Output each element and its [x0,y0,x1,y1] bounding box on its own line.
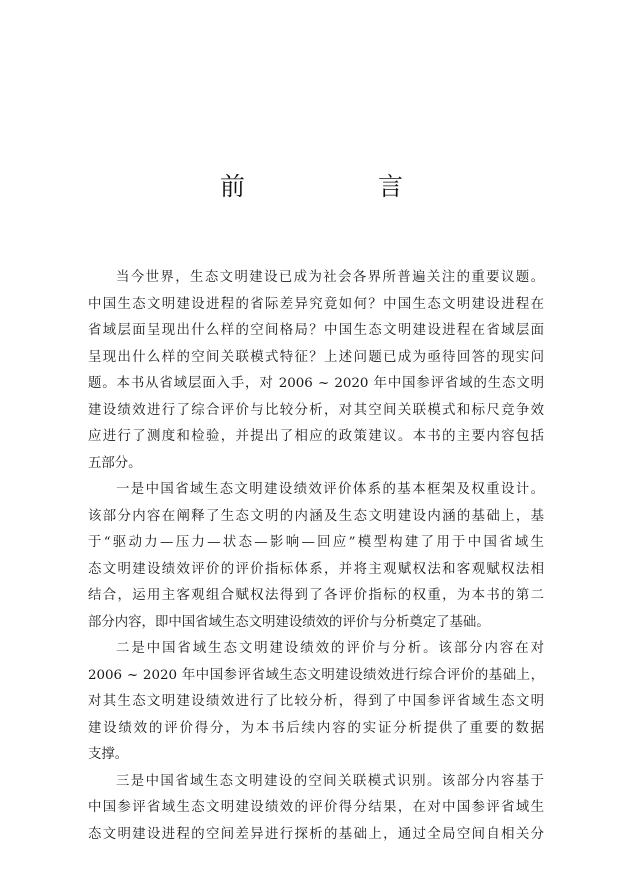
text-line: 中国生态文明建设进程的省际差异究竟如何？中国生态文明建设进程在 [88,296,544,312]
text-line: 当今世界，生态文明建设已成为社会各界所普遍关注的重要议题。 [116,270,544,285]
text-line: 于“驱动力—压力—状态—影响—回应”模型构建了用于中国省域生 [88,535,544,550]
text-line: 三是中国省域生态文明建设的空间关联模式识别。该部分内容基于 [116,773,544,789]
text-line: 建设绩效进行了综合评价与比较分析，对其空间关联模式和标尺竞争效 [88,402,544,418]
text-line: 建设绩效的评价得分，为本书后续内容的实证分析提供了重要的数据 [88,720,544,736]
text-line: 题。本书从省域层面入手，对 2006 ~ 2020 年中国参评省域的生态文明 [88,376,544,391]
text-line: 态文明建设进程的空间差异进行探析的基础上，通过全局空间自相关分 [88,826,544,842]
text-line: 结合，运用主客观组合赋权法得到了各评价指标的权重，为本书的第二 [88,588,544,603]
text-line: 一是中国省域生态文明建设绩效评价体系的基本框架及权重设计。 [116,482,544,497]
page-title: 前 言 [219,172,457,201]
text-line: 该部分内容在阐释了生态文明的内涵及生态文明建设内涵的基础上，基 [88,508,544,524]
body-text [88,265,544,848]
text-line: 二是中国省域生态文明建设绩效的评价与分析。该部分内容在对 [116,641,544,656]
text-line: 部分内容，即中国省域生态文明建设绩效的评价与分析奠定了基础。 [88,614,490,630]
text-line: 中国参评省域生态文明建设绩效的评价得分结果，在对中国参评省域生 [88,800,544,815]
text-line: 支撑。 [88,747,129,762]
text-line: 五部分。 [88,455,142,471]
text-line: 应进行了测度和检验，并提出了相应的政策建议。本书的主要内容包括 [88,429,544,444]
text-line: 对其生态文明建设绩效进行了比较分析，得到了中国参评省域生态文明 [88,694,544,709]
text-line: 省域层面呈现出什么样的空间格局？中国生态文明建设进程在省域层面 [88,323,544,338]
text-line: 2006 ~ 2020 年中国参评省域生态文明建设绩效进行综合评价的基础上， [88,667,544,683]
text-line: 呈现出什么样的空间关联模式特征？上述问题已成为亟待回答的现实问 [88,349,544,365]
text-line: 态文明建设绩效评价的评价指标体系，并将主观赋权法和客观赋权法相 [88,561,544,577]
